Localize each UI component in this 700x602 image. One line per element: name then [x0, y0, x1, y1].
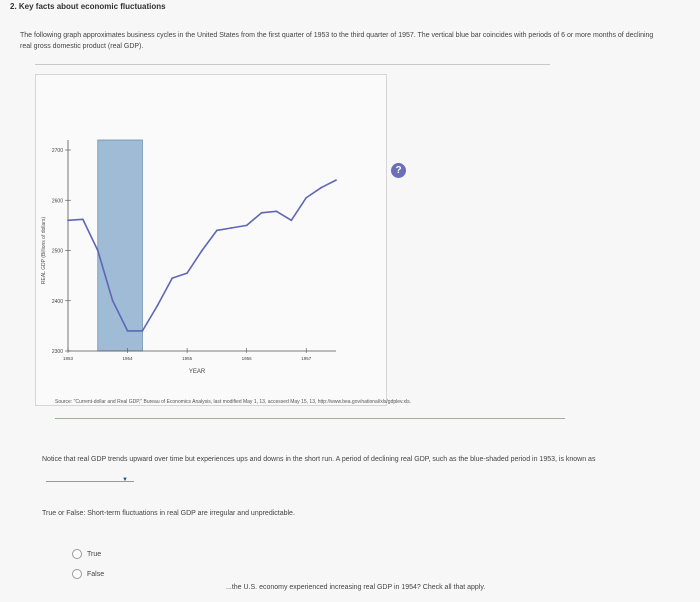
data-point: [156, 305, 158, 307]
data-point: [231, 227, 233, 229]
data-point: [320, 187, 322, 189]
y-tick-label: 2600: [51, 198, 63, 205]
y-tick-label: 2400: [51, 298, 63, 305]
radio-label: True: [87, 550, 102, 558]
data-point: [246, 224, 248, 226]
true-false-prompt: True or False: Short-term fluctuations in real GDP are irregular and unpredictable.: [42, 510, 295, 517]
x-axis-label: YEAR: [188, 369, 206, 375]
x-tick-label: 1955: [182, 356, 193, 361]
chart-frame: [35, 74, 402, 406]
x-tick-label: 1953: [62, 356, 74, 361]
help-icon[interactable]: ?: [391, 163, 406, 178]
x-tick-label: 1954: [122, 356, 133, 361]
chevron-down-icon: ▼: [122, 477, 128, 483]
data-point: [335, 179, 337, 181]
notice-text: Notice that real GDP trends upward over time but experiences ups and downs in the short run. A period of declining real GDP, such as the blue-shaded period in 1953, is known as: [42, 456, 596, 463]
data-point: [201, 250, 203, 252]
data-point: [127, 330, 129, 332]
data-point: [276, 210, 278, 212]
notice-paragraph: [42, 452, 654, 482]
next-question-text: ...the U.S. economy experienced increasing real GDP in 1954? Check all that apply.: [226, 584, 486, 591]
radio-button[interactable]: [72, 549, 82, 559]
y-tick-label: 2700: [51, 148, 63, 154]
divider: [55, 418, 565, 419]
data-point: [97, 250, 99, 252]
divider: [35, 64, 550, 65]
data-point: [305, 197, 307, 199]
data-point: [82, 218, 84, 220]
recession-bar: [98, 140, 143, 351]
y-tick-label: 2500: [51, 248, 63, 255]
y-tick-label: 2300: [51, 349, 63, 355]
data-point: [261, 212, 263, 214]
y-axis-label: REAL GDP (Billions of dollars): [41, 216, 47, 285]
gdp-line-chart: [36, 75, 386, 405]
x-tick-label: 1956: [241, 356, 252, 361]
radio-button[interactable]: [72, 569, 82, 579]
x-tick-label: 1957: [301, 356, 312, 361]
data-point: [142, 330, 144, 332]
answer-dropdown[interactable]: [46, 472, 134, 482]
question-heading: 2. Key facts about economic fluctuations: [10, 2, 166, 11]
intro-text: The following graph approximates business cycles in the United States from the first quarter of 1953 to the third quarter of 1957. The vertical blue bar coincides with periods of 6 or more months of declining real gross domestic product (real GDP).: [20, 32, 654, 50]
data-point: [186, 272, 188, 274]
source-citation: Source: "Current-dollar and Real GDP," Bureau of Economics Analysis, last modified May 1, 13, accessed May 15, 13, http://www.bea.gov/national/xls/gdplev.xls.: [55, 399, 412, 405]
data-point: [171, 277, 173, 279]
data-point: [290, 219, 292, 221]
radio-true[interactable]: [72, 549, 101, 559]
radio-false[interactable]: [72, 569, 104, 579]
data-point: [67, 219, 69, 221]
radio-label: False: [87, 570, 105, 578]
data-point: [112, 300, 114, 302]
data-point: [216, 230, 218, 232]
